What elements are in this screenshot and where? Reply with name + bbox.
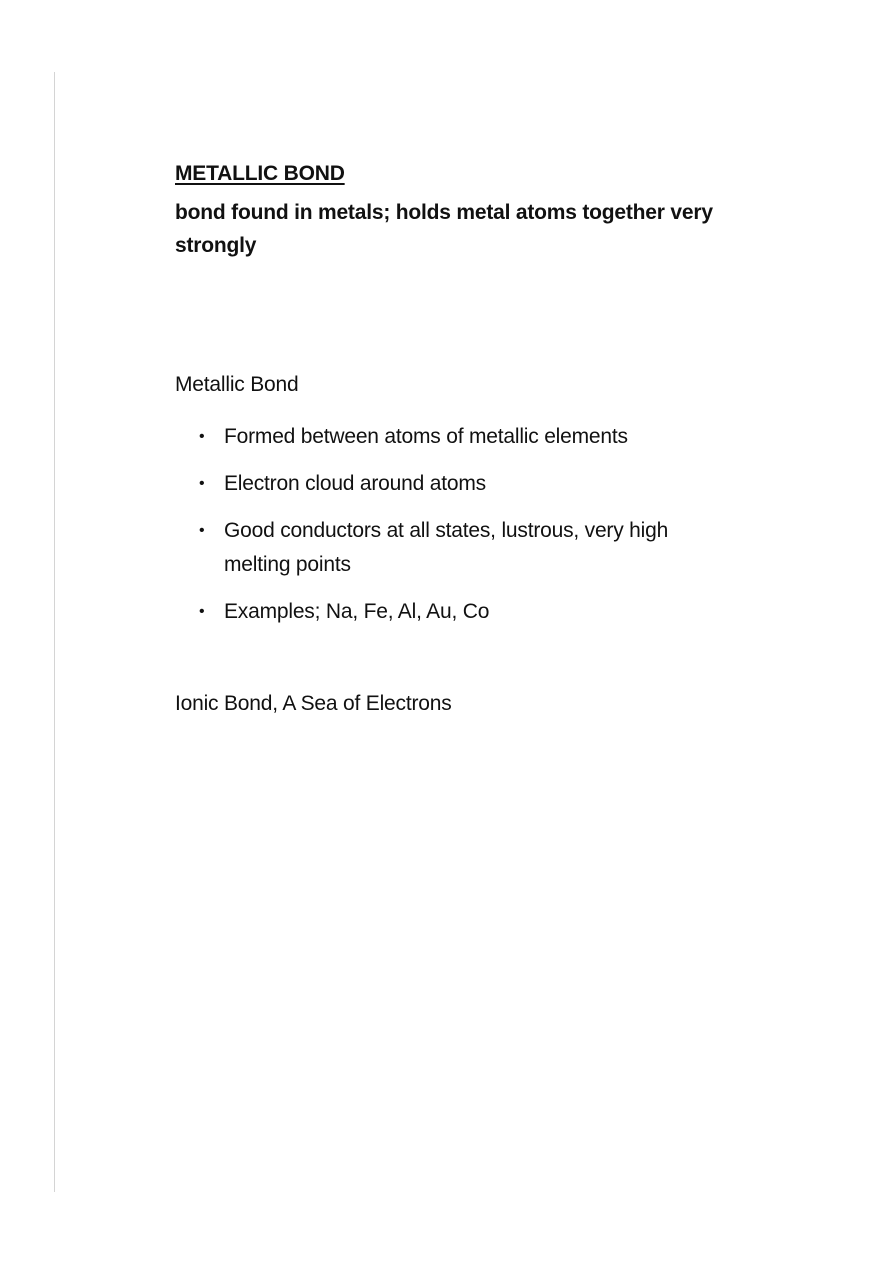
- bullet-icon: •: [199, 522, 205, 539]
- list-item: [175, 595, 735, 629]
- image-caption: Ionic Bond, A Sea of Electrons: [175, 692, 452, 715]
- page-left-edge-line: [54, 72, 55, 1192]
- subheading: Metallic Bond: [175, 373, 299, 396]
- definition-text: bond found in metals; holds metal atoms together very strongly: [175, 201, 713, 257]
- bullet-icon: •: [199, 428, 205, 445]
- list-item-text: Formed between atoms of metallic elements: [224, 425, 628, 448]
- list-item: [175, 467, 735, 501]
- bullet-icon: •: [199, 475, 205, 492]
- bullet-icon: •: [199, 603, 205, 620]
- list-item: [175, 514, 735, 582]
- list-item-text: Examples; Na, Fe, Al, Au, Co: [224, 600, 490, 623]
- list-item-text: Electron cloud around atoms: [224, 472, 486, 495]
- bullet-list: [175, 420, 735, 642]
- list-item-text: Good conductors at all states, lustrous, very high melting points: [224, 519, 669, 576]
- list-item: [175, 420, 735, 454]
- section-heading: METALLIC BOND: [175, 162, 345, 185]
